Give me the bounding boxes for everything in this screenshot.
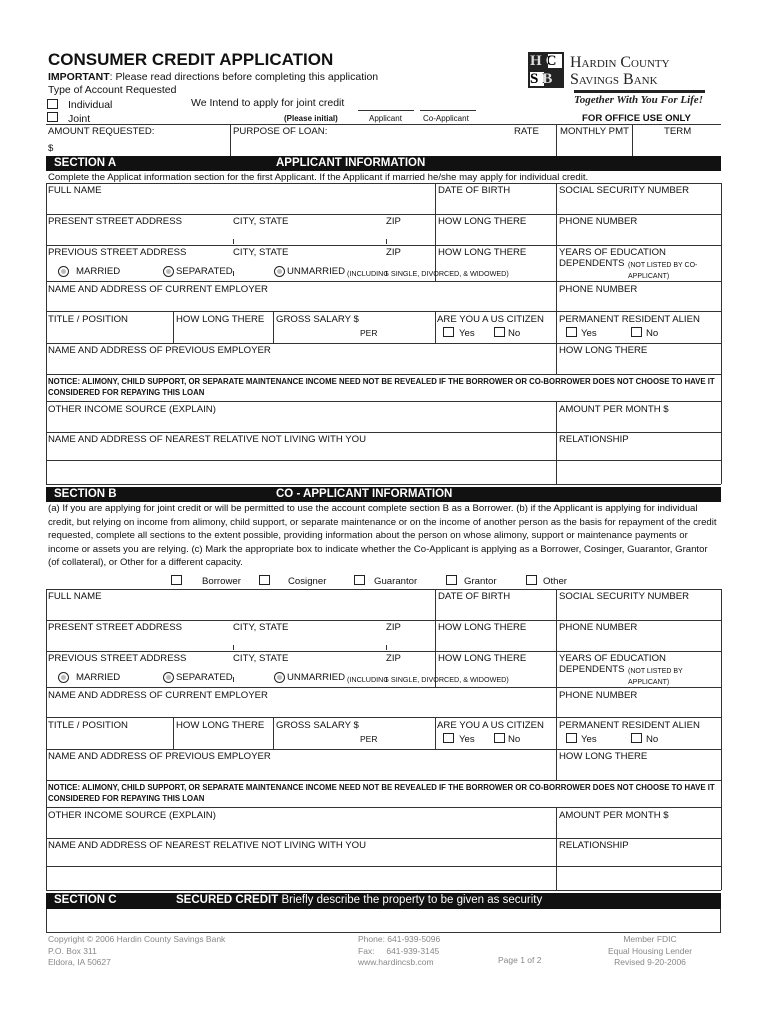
logo-name-line2: Savings Bank (570, 71, 658, 88)
security-description-field[interactable] (46, 909, 721, 933)
coapplicant-other-income-field[interactable] (48, 822, 553, 837)
applicant-citizen-no-checkbox[interactable] (494, 327, 505, 337)
coapplicant-prev-city-state-label: CITY, STATE (233, 653, 289, 664)
coapplicant-initial-label: Co-Applicant (423, 114, 469, 123)
account-type-label: Type of Account Requested (48, 84, 177, 96)
applicant-present-address-field[interactable] (48, 228, 432, 244)
applicant-dob-label: DATE OF BIRTH (438, 185, 511, 196)
joint-checkbox[interactable] (47, 112, 58, 122)
guarantor-checkbox[interactable] (354, 575, 365, 585)
coapplicant-gross-salary-label: GROSS SALARY $ (276, 720, 359, 731)
term-label: TERM (664, 126, 692, 137)
coapplicant-per-label: PER (360, 734, 378, 744)
coapplicant-citizen-no-label: No (508, 734, 521, 745)
coapplicant-how-long-employer-label: HOW LONG THERE (176, 720, 265, 731)
footer-revised: Revised 9-20-2006 (614, 957, 686, 967)
coapplicant-dob-field[interactable] (438, 603, 553, 619)
coapplicant-amount-per-month-label: AMOUNT PER MONTH $ (559, 810, 669, 821)
coapplicant-unmarried-note: (INCLUDING SINGLE, DIVORCED, & WIDOWED) (347, 675, 509, 684)
footer-fax: Fax: 641-939-3145 (358, 945, 440, 956)
applicant-city-state-label: CITY, STATE (233, 216, 289, 227)
other-checkbox[interactable] (526, 575, 537, 585)
coapplicant-citizen-yes-label: Yes (459, 734, 475, 745)
joint-label: Joint (68, 113, 91, 125)
section-c-header (46, 893, 721, 909)
coapplicant-zip-label: ZIP (386, 622, 401, 633)
borrower-label: Borrower (202, 576, 241, 587)
applicant-unmarried-label: UNMARRIED (287, 266, 346, 277)
footer-website: www.hardincsb.com (358, 957, 434, 967)
coapplicant-present-address-field[interactable] (48, 634, 432, 650)
applicant-employer-phone-field[interactable] (559, 296, 719, 310)
applicant-education-label: YEARS OF EDUCATION (559, 247, 666, 258)
section-b-title: CO - APPLICANT INFORMATION (276, 488, 453, 500)
footer-legal (590, 934, 710, 969)
applicant-initial-label: Applicant (369, 114, 402, 123)
coapplicant-resident-yes-label: Yes (581, 734, 597, 745)
footer-member: Member FDIC (623, 934, 677, 944)
footer-copyright: Copyright © 2006 Hardin County Savings Bank (48, 934, 226, 944)
applicant-dependents-label: DEPENDENTS (559, 258, 625, 269)
applicant-relationship-label: RELATIONSHIP (559, 434, 629, 445)
purpose-of-loan-label: PURPOSE OF LOAN: (233, 126, 328, 137)
coapplicant-salary-field[interactable] (276, 732, 356, 748)
coapplicant-dependents-label: DEPENDENTS (559, 664, 625, 675)
applicant-resident-label: PERMANENT RESIDENT ALIEN (559, 314, 700, 325)
please-initial-label: (Please initial) (284, 114, 338, 123)
coapplicant-city-state-label: CITY, STATE (233, 622, 289, 633)
page-title: CONSUMER CREDIT APPLICATION (48, 50, 334, 69)
coapplicant-other-income-label: OTHER INCOME SOURCE (EXPLAIN) (48, 810, 216, 821)
coapplicant-amount-per-month-field[interactable] (559, 822, 719, 837)
coapplicant-unmarried-label: UNMARRIED (287, 672, 346, 683)
applicant-separated-radio[interactable] (163, 266, 174, 277)
coapplicant-previous-employer-field[interactable] (48, 763, 553, 779)
coapplicant-title-label: TITLE / POSITION (48, 720, 128, 731)
applicant-unmarried-note: (INCLUDING SINGLE, DIVORCED, & WIDOWED) (347, 269, 509, 278)
office-use-label: FOR OFFICE USE ONLY (582, 113, 691, 124)
coapplicant-dependents-note: (NOT LISTED BY APPLICANT) (628, 668, 683, 686)
applicant-citizen-yes-label: Yes (459, 328, 475, 339)
coapplicant-separated-label: SEPARATED (176, 672, 233, 683)
coapplicant-prev-zip-label: ZIP (386, 653, 401, 664)
coapplicant-education-label: YEARS OF EDUCATION (559, 653, 666, 664)
applicant-citizen-label: ARE YOU A US CITIZEN (437, 314, 544, 325)
coapplicant-current-employer-field[interactable] (48, 702, 553, 716)
footer-equal-housing: Equal Housing Lender (607, 945, 693, 956)
logo-monogram-bottom: SB (530, 71, 557, 87)
coapplicant-phone-field[interactable] (559, 634, 719, 650)
amount-requested-label: AMOUNT REQUESTED: (48, 126, 155, 137)
amount-requested-field[interactable] (56, 140, 226, 154)
applicant-title-label: TITLE / POSITION (48, 314, 128, 325)
applicant-separated-label: SEPARATED (176, 266, 233, 277)
applicant-prev-how-long-label: HOW LONG THERE (438, 247, 527, 258)
coapplicant-resident-yes-checkbox[interactable] (566, 733, 577, 743)
bank-logo (528, 52, 708, 108)
grantor-label: Grantor (464, 576, 497, 587)
applicant-married-radio[interactable] (58, 266, 69, 277)
section-b-label: SECTION B (54, 488, 117, 500)
applicant-previous-employer-label: NAME AND ADDRESS OF PREVIOUS EMPLOYER (48, 345, 271, 356)
coapplicant-employer-phone-label: PHONE NUMBER (559, 690, 638, 701)
borrower-checkbox[interactable] (171, 575, 182, 585)
coapplicant-ssn-label: SOCIAL SECURITY NUMBER (559, 591, 690, 602)
coapplicant-previous-address-label: PREVIOUS STREET ADDRESS (48, 653, 187, 664)
coapplicant-previous-employer-label: NAME AND ADDRESS OF PREVIOUS EMPLOYER (48, 751, 271, 762)
section-c-label: SECTION C (54, 894, 117, 906)
applicant-ssn-label: SOCIAL SECURITY NUMBER (559, 185, 690, 196)
amount-dollar-sign: $ (48, 143, 54, 154)
applicant-married-label: MARRIED (76, 266, 121, 277)
individual-label: Individual (68, 99, 113, 111)
applicant-relative-label: NAME AND ADDRESS OF NEAREST RELATIVE NOT LIVING WITH YOU (48, 434, 367, 445)
coapplicant-notice: NOTICE: ALIMONY, CHILD SUPPORT, OR SEPARATE MAINTENANCE INCOME NEED NOT BE REVEALED IF THE BORROWER OR CO-BORROWER DOES NOT CHOOSE TO HAVE IT CONSIDERED FOR REPAYING THIS LOAN (48, 783, 715, 803)
coapplicant-citizen-no-checkbox[interactable] (494, 733, 505, 743)
important-text: : Please read directions before completing this application (109, 71, 379, 83)
cosigner-checkbox[interactable] (259, 575, 270, 585)
coapplicant-employer-phone-field[interactable] (559, 702, 719, 716)
footer-address (48, 934, 225, 969)
coapplicant-current-employer-label: NAME AND ADDRESS OF CURRENT EMPLOYER (48, 690, 268, 701)
section-b-instructions: (a) If you are applying for joint credit or will be permitted to use the account complete section B as a Borrower. (b) if the Applicant is applying for individual credit, but relying on income from alimony, child support, or separate maintenance or on the income of another person as the basis for repayment of the credit requested, complete all sections to the extent possible, providing information about the person on whose alimony, support or maintenance payments or income or assets you are relying. (c) Mark the appropriate box to indicate whether the Co-Applicant is applying as a Borrower, Cosinger, Guarantor, Grantor (of collateral), or Other for a different capacity. (48, 503, 717, 568)
applicant-salary-field[interactable] (276, 326, 356, 342)
applicant-previous-employer-field[interactable] (48, 357, 553, 373)
applicant-how-long-employer-label: HOW LONG THERE (176, 314, 265, 325)
footer-contact (358, 934, 440, 969)
applicant-notice: NOTICE: ALIMONY, CHILD SUPPORT, OR SEPARATE MAINTENANCE INCOME NEED NOT BE REVEALED IF THE BORROWER OR CO-BORROWER DOES NOT CHOOSE TO HAVE IT CONSIDERED FOR REPAYING THIS LOAN (48, 377, 715, 397)
coapplicant-relative-field[interactable] (48, 852, 553, 865)
applicant-gross-salary-label: GROSS SALARY $ (276, 314, 359, 325)
coapplicant-prev-employer-how-long-label: HOW LONG THERE (559, 751, 648, 762)
applicant-employer-phone-label: PHONE NUMBER (559, 284, 638, 295)
coapplicant-how-long-label: HOW LONG THERE (438, 622, 527, 633)
coapplicant-relative-label: NAME AND ADDRESS OF NEAREST RELATIVE NOT LIVING WITH YOU (48, 840, 367, 851)
applicant-resident-no-label: No (646, 328, 659, 339)
applicant-per-label: PER (360, 328, 378, 338)
applicant-dob-field[interactable] (438, 197, 553, 213)
coapplicant-role-options (0, 574, 770, 588)
grantor-checkbox[interactable] (446, 575, 457, 585)
monthly-pmt-label: MONTHLY PMT (560, 126, 629, 137)
section-a-label: SECTION A (54, 157, 117, 169)
individual-checkbox[interactable] (47, 99, 58, 109)
applicant-other-income-label: OTHER INCOME SOURCE (EXPLAIN) (48, 404, 216, 415)
applicant-current-employer-field[interactable] (48, 296, 553, 310)
coapplicant-ssn-field[interactable] (559, 603, 719, 619)
important-label: IMPORTANT (48, 71, 110, 83)
logo-tagline: Together With You For Life! (574, 94, 703, 106)
coapplicant-citizen-label: ARE YOU A US CITIZEN (437, 720, 544, 731)
footer-po-box: P.O. Box 311 (48, 945, 97, 956)
coapplicant-married-radio[interactable] (58, 672, 69, 683)
coapplicant-citizen-yes-checkbox[interactable] (443, 733, 454, 743)
logo-monogram-top: HC (530, 53, 561, 69)
important-line (48, 71, 378, 84)
joint-intent-label: We Intend to apply for joint credit (191, 97, 345, 109)
section-c-title (176, 894, 542, 906)
section-a-title: APPLICANT INFORMATION (276, 157, 426, 169)
logo-name-line1: Hardin County (570, 54, 670, 71)
coapplicant-initial-line[interactable] (420, 110, 476, 111)
coapplicant-relationship-field[interactable] (559, 852, 719, 865)
applicant-title-field[interactable] (48, 326, 170, 342)
applicant-amount-per-month-label: AMOUNT PER MONTH $ (559, 404, 669, 415)
coapplicant-dob-label: DATE OF BIRTH (438, 591, 511, 602)
applicant-dependents-note: (NOT LISTED BY CO-APPLICANT) (628, 262, 698, 280)
coapplicant-present-how-long-field[interactable] (438, 634, 553, 650)
guarantor-label: Guarantor (374, 576, 418, 587)
applicant-initial-line[interactable] (358, 110, 414, 111)
coapplicant-title-field[interactable] (48, 732, 170, 748)
applicant-prev-zip-label: ZIP (386, 247, 401, 258)
applicant-ssn-field[interactable] (559, 197, 719, 213)
coapplicant-relationship-label: RELATIONSHIP (559, 840, 629, 851)
applicant-current-employer-label: NAME AND ADDRESS OF CURRENT EMPLOYER (48, 284, 268, 295)
coapplicant-married-label: MARRIED (76, 672, 121, 683)
applicant-phone-field[interactable] (559, 228, 719, 244)
coapplicant-present-address-label: PRESENT STREET ADDRESS (48, 622, 182, 633)
footer-page-number: Page 1 of 2 (498, 955, 542, 965)
coapplicant-phone-label: PHONE NUMBER (559, 622, 638, 633)
applicant-resident-yes-checkbox[interactable] (566, 327, 577, 337)
logo-monogram (528, 52, 564, 88)
applicant-full-name-field[interactable] (48, 197, 432, 213)
applicant-full-name-label: FULL NAME (48, 185, 102, 196)
applicant-citizen-yes-checkbox[interactable] (443, 327, 454, 337)
applicant-citizen-no-label: No (508, 328, 521, 339)
footer-phone: Phone: 641-939-5096 (358, 934, 441, 944)
section-c-subtitle: Briefly describe the property to be given as security (281, 894, 543, 906)
coapplicant-full-name-field[interactable] (48, 603, 432, 619)
applicant-relative-field[interactable] (48, 446, 553, 459)
section-c-title-text: SECURED CREDIT (176, 894, 279, 906)
applicant-phone-label: PHONE NUMBER (559, 216, 638, 227)
coapplicant-resident-no-checkbox[interactable] (631, 733, 642, 743)
section-a-instructions: Complete the Applicat information section for the first Applicant. If the Applicant if married he/she may apply for individual credit. (48, 172, 589, 183)
rate-label: RATE (514, 126, 539, 137)
applicant-unmarried-radio[interactable] (274, 266, 285, 277)
section-b-header (46, 487, 721, 502)
coapplicant-separated-radio[interactable] (163, 672, 174, 683)
applicant-prev-city-state-label: CITY, STATE (233, 247, 289, 258)
cosigner-label: Cosigner (288, 576, 327, 587)
coapplicant-prev-how-long-label: HOW LONG THERE (438, 653, 527, 664)
applicant-relationship-field[interactable] (559, 446, 719, 459)
applicant-resident-yes-label: Yes (581, 328, 597, 339)
other-label: Other (543, 576, 567, 587)
coapplicant-unmarried-radio[interactable] (274, 672, 285, 683)
coapplicant-resident-no-label: No (646, 734, 659, 745)
footer-city: Eldora, IA 50627 (48, 957, 111, 967)
applicant-other-income-field[interactable] (48, 416, 553, 431)
coapplicant-resident-label: PERMANENT RESIDENT ALIEN (559, 720, 700, 731)
applicant-amount-per-month-field[interactable] (559, 416, 719, 431)
applicant-previous-address-label: PREVIOUS STREET ADDRESS (48, 247, 187, 258)
applicant-resident-no-checkbox[interactable] (631, 327, 642, 337)
applicant-zip-label: ZIP (386, 216, 401, 227)
applicant-present-how-long-field[interactable] (438, 228, 553, 244)
applicant-how-long-label: HOW LONG THERE (438, 216, 527, 227)
applicant-present-address-label: PRESENT STREET ADDRESS (48, 216, 182, 227)
applicant-prev-employer-how-long-label: HOW LONG THERE (559, 345, 648, 356)
coapplicant-full-name-label: FULL NAME (48, 591, 102, 602)
purpose-of-loan-field[interactable] (233, 140, 503, 154)
section-a-header (46, 156, 721, 171)
